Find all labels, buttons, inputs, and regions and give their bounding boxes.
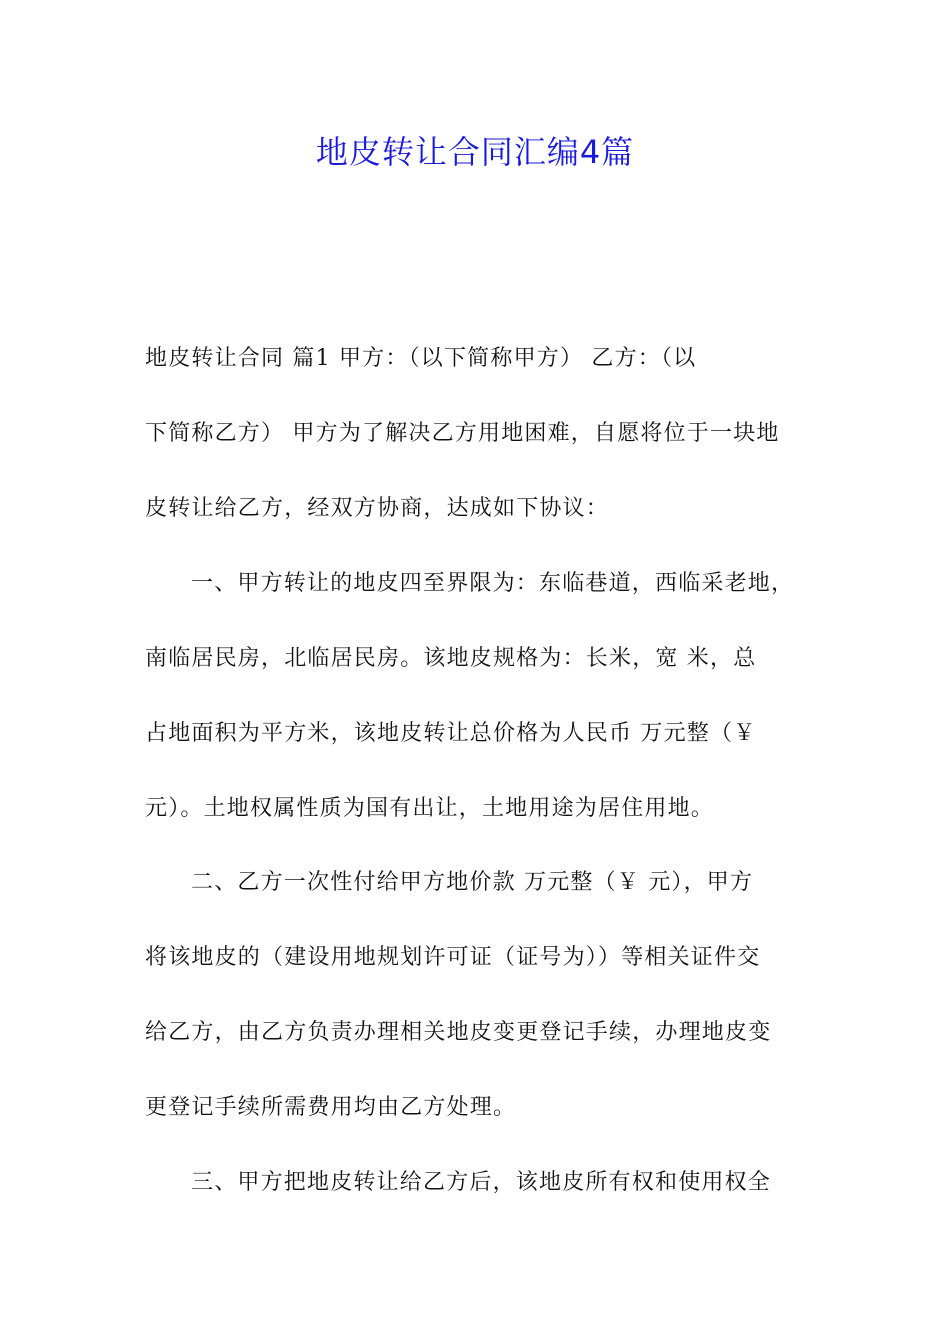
body-line: 地皮转让合同 篇1 甲方：（以下简称甲方） 乙方：（以 [145,346,697,371]
document-title: 地皮转让合同汇编4篇 [315,133,635,171]
body-line: 占地面积为平方米，该地皮转让总价格为人民币 万元整（￥ [145,721,757,746]
body-line: 更登记手续所需费用均由乙方处理。 [145,1095,517,1120]
body-line: 下简称乙方） 甲方为了解决乙方用地困难，自愿将位于一块地 [145,421,780,446]
body-line: 南临居民房，北临居民房。该地皮规格为：长米，宽 米，总 [145,646,757,671]
body-line: 元）。土地权属性质为国有出让，土地用途为居住用地。 [145,796,715,821]
body-line: 将该地皮的（建设用地规划许可证（证号为））等相关证件交 [145,945,761,970]
body-line: 皮转让给乙方，经双方协商，达成如下协议： [145,496,610,521]
body-line: 给乙方，由乙方负责办理相关地皮变更登记手续，办理地皮变 [145,1020,772,1045]
clause-2-line: 二、乙方一次性付给甲方地价款 万元整（￥ 元），甲方 [191,870,754,895]
clause-3-line: 三、甲方把地皮转让给乙方后，该地皮所有权和使用权全 [191,1170,772,1195]
clause-1-line: 一、甲方转让的地皮四至界限为：东临巷道，西临采老地， [191,571,795,596]
